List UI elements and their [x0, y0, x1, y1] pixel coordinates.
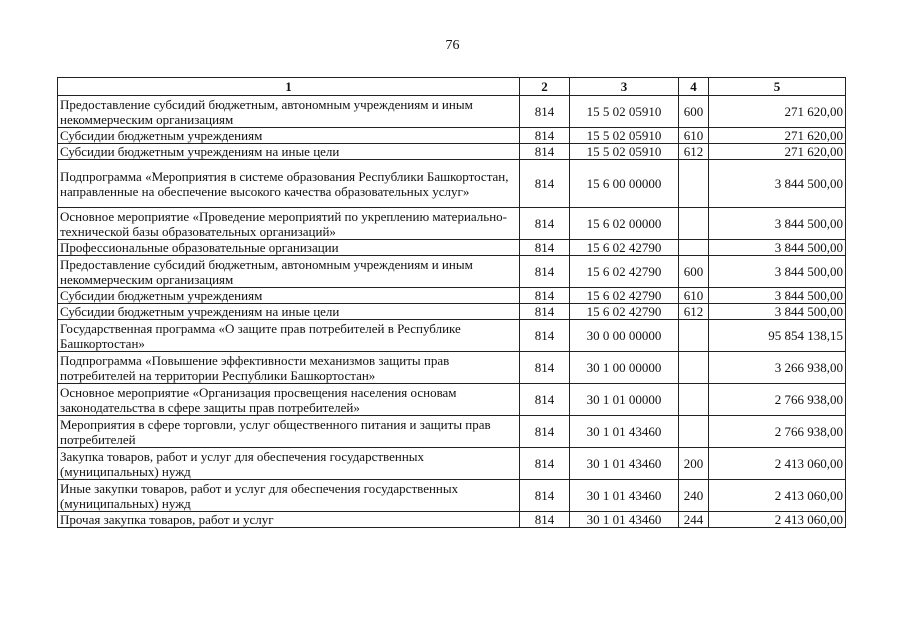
row-sum-cell: 3 844 500,00	[709, 256, 846, 288]
row-vr-cell	[679, 352, 709, 384]
row-ved-cell: 814	[520, 320, 570, 352]
row-name-cell: Предоставление субсидий бюджетным, автономным учреждениям и иным некоммерческим организациям	[58, 256, 520, 288]
row-sum-cell: 3 844 500,00	[709, 160, 846, 208]
row-csr-cell: 15 5 02 05910	[570, 128, 679, 144]
row-name-cell: Субсидии бюджетным учреждениям	[58, 288, 520, 304]
row-sum-cell: 271 620,00	[709, 96, 846, 128]
table-row	[58, 320, 846, 352]
row-vr-cell: 244	[679, 512, 709, 528]
row-vr-cell: 240	[679, 480, 709, 512]
row-csr-cell: 30 1 00 00000	[570, 352, 679, 384]
row-sum-cell: 3 266 938,00	[709, 352, 846, 384]
row-csr-cell: 15 5 02 05910	[570, 144, 679, 160]
page-number: 76	[445, 38, 460, 53]
row-vr-cell: 610	[679, 128, 709, 144]
table-body	[58, 96, 846, 528]
row-vr-cell: 600	[679, 256, 709, 288]
row-csr-cell: 30 1 01 00000	[570, 384, 679, 416]
table-row	[58, 304, 846, 320]
row-csr-cell: 15 5 02 05910	[570, 96, 679, 128]
row-vr-cell	[679, 160, 709, 208]
row-name-cell: Субсидии бюджетным учреждениям на иные цели	[58, 304, 520, 320]
row-csr-cell: 15 6 02 00000	[570, 208, 679, 240]
row-ved-cell: 814	[520, 288, 570, 304]
row-vr-cell: 612	[679, 144, 709, 160]
row-ved-cell: 814	[520, 208, 570, 240]
row-ved-cell: 814	[520, 128, 570, 144]
row-vr-cell: 610	[679, 288, 709, 304]
row-csr-cell: 15 6 02 42790	[570, 288, 679, 304]
row-sum-cell: 2 413 060,00	[709, 512, 846, 528]
row-name-cell: Субсидии бюджетным учреждениям на иные цели	[58, 144, 520, 160]
row-csr-cell: 30 1 01 43460	[570, 448, 679, 480]
table-row	[58, 416, 846, 448]
header-row	[58, 78, 846, 96]
row-name-cell: Иные закупки товаров, работ и услуг для обеспечения государственных (муниципальных) нужд	[58, 480, 520, 512]
table-row	[58, 160, 846, 208]
row-csr-cell: 30 1 01 43460	[570, 480, 679, 512]
row-vr-cell: 612	[679, 304, 709, 320]
row-csr-cell: 15 6 02 42790	[570, 240, 679, 256]
table-row	[58, 144, 846, 160]
row-ved-cell: 814	[520, 384, 570, 416]
row-vr-cell	[679, 384, 709, 416]
row-name-cell: Государственная программа «О защите прав потребителей в Республике Башкортостан»	[58, 320, 520, 352]
row-csr-cell: 15 6 00 00000	[570, 160, 679, 208]
header-cell-name: 1	[58, 78, 520, 96]
row-name-cell: Подпрограмма «Мероприятия в системе образования Республики Башкортостан, направленные на обеспечение высокого качества образовательных услуг»	[58, 160, 520, 208]
row-sum-cell: 3 844 500,00	[709, 208, 846, 240]
row-name-cell: Профессиональные образовательные организации	[58, 240, 520, 256]
row-sum-cell: 3 844 500,00	[709, 240, 846, 256]
row-vr-cell	[679, 416, 709, 448]
row-ved-cell: 814	[520, 304, 570, 320]
table-row	[58, 96, 846, 128]
row-sum-cell: 3 844 500,00	[709, 304, 846, 320]
row-csr-cell: 30 1 01 43460	[570, 512, 679, 528]
row-csr-cell: 30 1 01 43460	[570, 416, 679, 448]
row-ved-cell: 814	[520, 160, 570, 208]
row-sum-cell: 2 413 060,00	[709, 448, 846, 480]
row-vr-cell	[679, 240, 709, 256]
row-vr-cell: 200	[679, 448, 709, 480]
header-cell-csr: 3	[570, 78, 679, 96]
budget-table	[57, 77, 846, 528]
row-name-cell: Подпрограмма «Повышение эффективности механизмов защиты прав потребителей на территории Республики Башкортостан»	[58, 352, 520, 384]
table-row	[58, 240, 846, 256]
row-csr-cell: 15 6 02 42790	[570, 304, 679, 320]
table-row	[58, 288, 846, 304]
row-sum-cell: 2 766 938,00	[709, 416, 846, 448]
row-sum-cell: 271 620,00	[709, 144, 846, 160]
row-ved-cell: 814	[520, 352, 570, 384]
header-cell-vr: 4	[679, 78, 709, 96]
row-vr-cell	[679, 320, 709, 352]
header-cell-ved: 2	[520, 78, 570, 96]
row-name-cell: Прочая закупка товаров, работ и услуг	[58, 512, 520, 528]
row-ved-cell: 814	[520, 256, 570, 288]
row-sum-cell: 95 854 138,15	[709, 320, 846, 352]
row-vr-cell: 600	[679, 96, 709, 128]
row-ved-cell: 814	[520, 144, 570, 160]
row-name-cell: Мероприятия в сфере торговли, услуг общественного питания и защиты прав потребителей	[58, 416, 520, 448]
row-ved-cell: 814	[520, 240, 570, 256]
row-name-cell: Субсидии бюджетным учреждениям	[58, 128, 520, 144]
row-ved-cell: 814	[520, 448, 570, 480]
table-row	[58, 512, 846, 528]
row-ved-cell: 814	[520, 96, 570, 128]
row-ved-cell: 814	[520, 416, 570, 448]
row-sum-cell: 2 766 938,00	[709, 384, 846, 416]
row-vr-cell	[679, 208, 709, 240]
row-csr-cell: 15 6 02 42790	[570, 256, 679, 288]
row-csr-cell: 30 0 00 00000	[570, 320, 679, 352]
row-name-cell: Предоставление субсидий бюджетным, автономным учреждениям и иным некоммерческим организациям	[58, 96, 520, 128]
row-sum-cell: 271 620,00	[709, 128, 846, 144]
row-ved-cell: 814	[520, 512, 570, 528]
row-name-cell: Закупка товаров, работ и услуг для обеспечения государственных (муниципальных) нужд	[58, 448, 520, 480]
row-sum-cell: 3 844 500,00	[709, 288, 846, 304]
table-row	[58, 384, 846, 416]
row-name-cell: Основное мероприятие «Организация просвещения населения основам законодательства в сфере защиты прав потребителей»	[58, 384, 520, 416]
table-row	[58, 480, 846, 512]
table-row	[58, 352, 846, 384]
table-row	[58, 128, 846, 144]
row-sum-cell: 2 413 060,00	[709, 480, 846, 512]
row-ved-cell: 814	[520, 480, 570, 512]
table-row	[58, 208, 846, 240]
header-cell-sum: 5	[709, 78, 846, 96]
row-name-cell: Основное мероприятие «Проведение мероприятий по укреплению материально-технической базы образовательных организаций»	[58, 208, 520, 240]
table-row	[58, 256, 846, 288]
table-row	[58, 448, 846, 480]
